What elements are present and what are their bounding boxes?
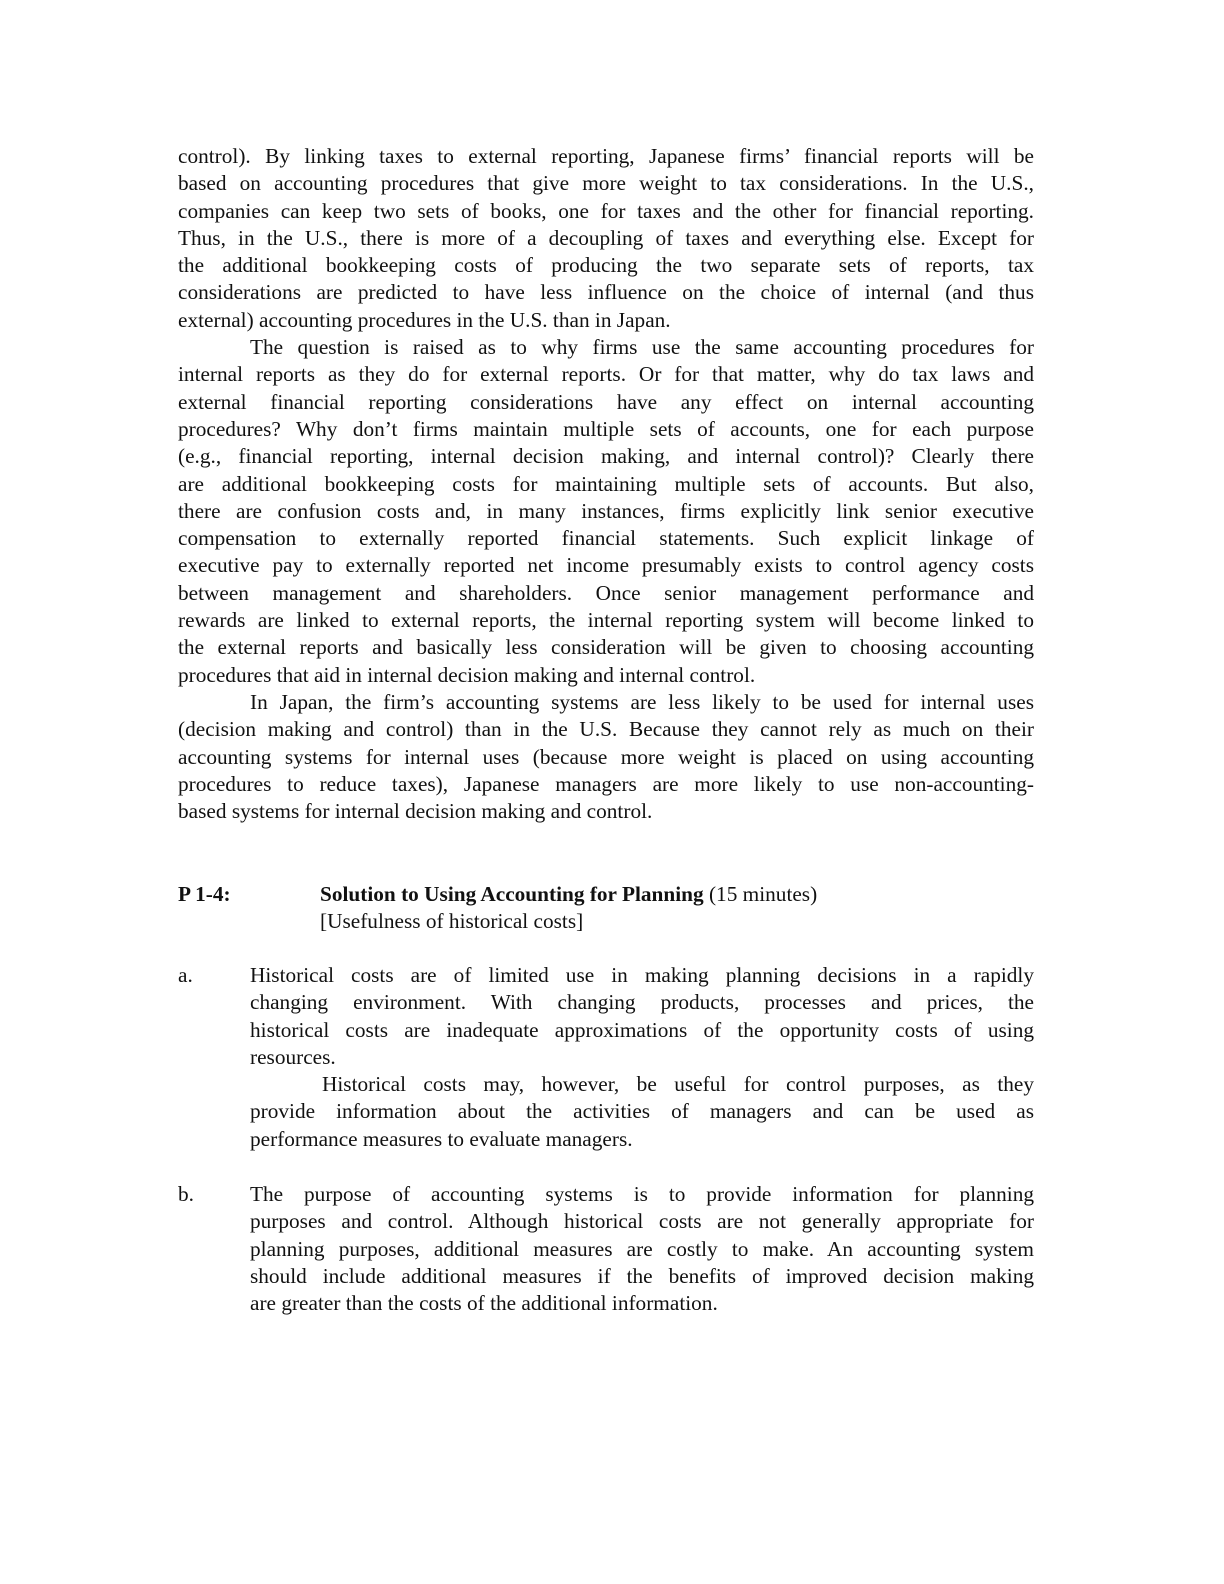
text-line: the external reports and basically less consideration will be given to choosing accounting [178, 635, 1034, 660]
problem-time: (15 minutes) [703, 882, 818, 906]
text-line: changing environment. With changing products, processes and prices, the [250, 990, 1034, 1015]
text-line: executive pay to externally reported net income presumably exists to control agency costs [178, 553, 1034, 578]
text-line: are additional bookkeeping costs for maintaining multiple sets of accounts. But also, [178, 471, 1034, 496]
text-line: Historical costs may, however, be useful for control purposes, as they [322, 1072, 1034, 1097]
text-line: purposes and control. Although historical costs are not generally appropriate for [250, 1209, 1034, 1234]
text-line: provide information about the activities of managers and can be used as [250, 1099, 1034, 1124]
text-line: (decision making and control) than in the U.S. Because they cannot rely as much on their [178, 717, 1034, 742]
text-line: procedures to reduce taxes), Japanese managers are more likely to use non-accounting- [178, 771, 1034, 796]
text-line: internal reports as they do for external reports. Or for that matter, why do tax laws and [178, 362, 1034, 387]
text-line: are greater than the costs of the additional information. [250, 1291, 718, 1316]
text-line: The question is raised as to why firms use the same accounting procedures for [250, 335, 1034, 360]
answer-b [178, 1181, 1034, 1317]
text-line: external) accounting procedures in the U.S. than in Japan. [178, 307, 671, 332]
text-line: considerations are predicted to have less influence on the choice of internal (and thus [178, 280, 1034, 305]
text-line: The purpose of accounting systems is to provide information for planning [250, 1182, 1034, 1206]
text-line: control). By linking taxes to external reporting, Japanese firms’ financial reports will be [178, 144, 1034, 168]
text-line: compensation to externally reported financial statements. Such explicit linkage of [178, 526, 1034, 551]
text-line: there are confusion costs and, in many instances, firms explicitly link senior executive [178, 498, 1034, 523]
text-line: performance measures to evaluate managers. [250, 1126, 633, 1151]
text-line: resources. [250, 1044, 336, 1069]
text-line: external financial reporting considerations have any effect on internal accounting [178, 389, 1034, 414]
text-line: procedures that aid in internal decision making and internal control. [178, 662, 756, 687]
text-line: accounting systems for internal uses (because more weight is placed on using accounting [178, 744, 1034, 769]
problem-label: P 1-4: [178, 882, 231, 906]
text-line: (e.g., financial reporting, internal decision making, and internal control)? Clearly there [178, 444, 1034, 469]
answer-a [178, 962, 1034, 1153]
text-line: In Japan, the firm’s accounting systems are less likely to be used for internal uses [250, 689, 1034, 714]
text-line: based on accounting procedures that give more weight to tax considerations. In the U.S., [178, 171, 1034, 196]
problem-topic: [Usefulness of historical costs] [320, 909, 584, 934]
answer-text [250, 1181, 1034, 1317]
text-line: historical costs are inadequate approximations of the opportunity costs of using [250, 1017, 1034, 1042]
text-line: companies can keep two sets of books, one for taxes and the other for financial reporting. [178, 198, 1034, 223]
text-line: planning purposes, additional measures are costly to make. An accounting system [250, 1236, 1034, 1261]
text-line: Thus, in the U.S., there is more of a decoupling of taxes and everything else. Except for [178, 225, 1034, 250]
text-line: Historical costs are of limited use in making planning decisions in a rapidly [250, 963, 1034, 987]
text-line: based systems for internal decision making and control. [178, 799, 653, 824]
answer-marker: b. [178, 1182, 194, 1206]
answer-marker: a. [178, 963, 193, 987]
text-line: should include additional measures if the benefits of improved decision making [250, 1263, 1034, 1288]
text-line: between management and shareholders. Once senior management performance and [178, 580, 1034, 605]
problem-title: Solution to Using Accounting for Planning [320, 882, 704, 906]
body-text [178, 143, 1034, 825]
text-line: procedures? Why don’t firms maintain multiple sets of accounts, one for each purpose [178, 416, 1034, 441]
answer-text [250, 962, 1034, 1153]
text-line: rewards are linked to external reports, the internal reporting system will become linked to [178, 608, 1034, 633]
text-line: the additional bookkeeping costs of producing the two separate sets of reports, tax [178, 253, 1034, 278]
